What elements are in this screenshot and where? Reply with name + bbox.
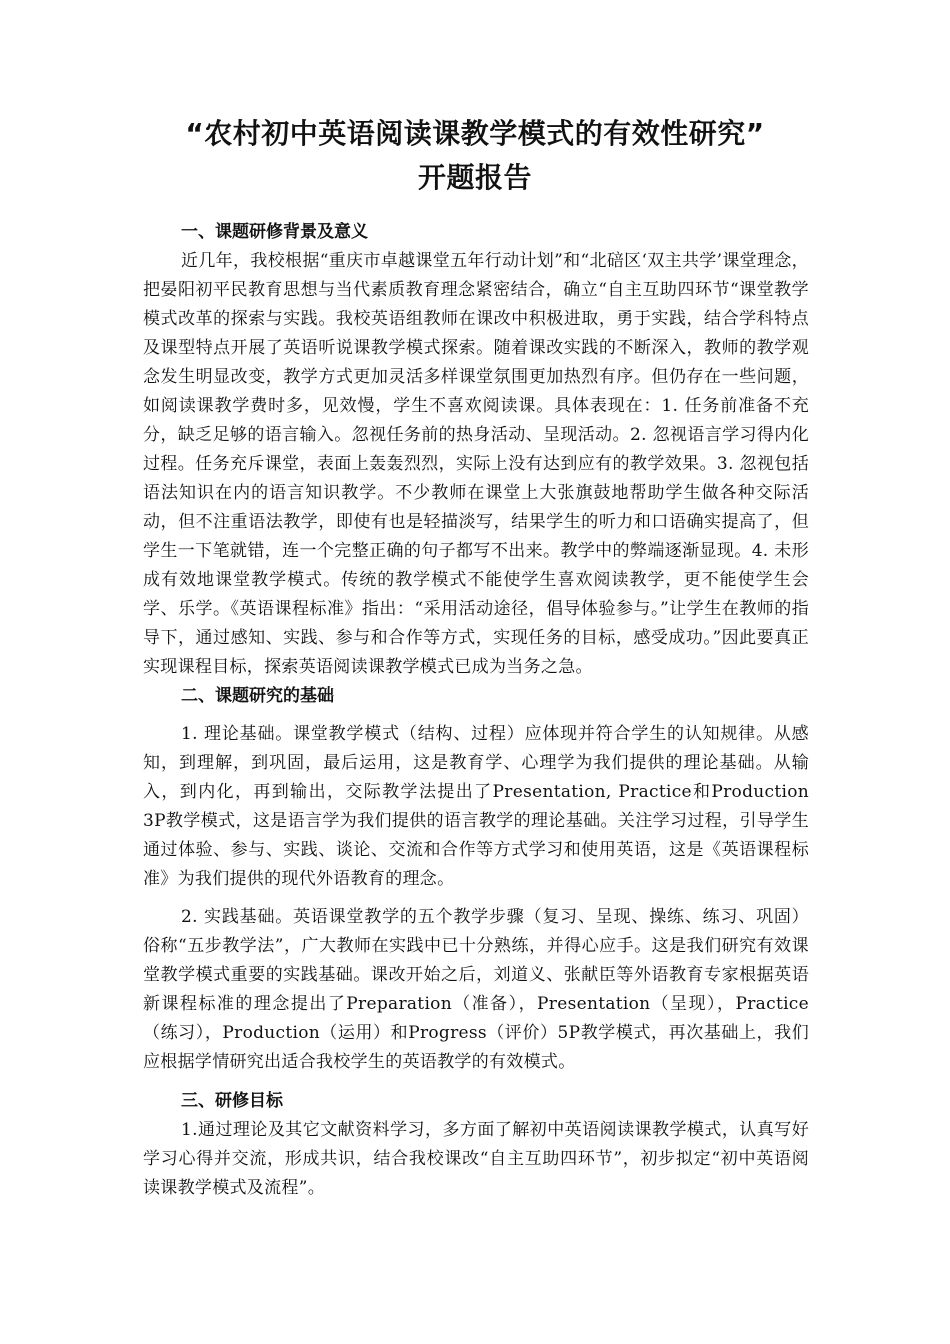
spacer (143, 894, 809, 903)
paragraph-practice-basis: 2. 实践基础。英语课堂教学的五个教学步骤（复习、呈现、操练、练习、巩固）俗称“五步教学法”，广大教师在实践中已十分熟练，并得心应手。这是我们研究有效课堂教学模式重要的实践基础。课改开始之后，刘道义、张献臣等外语教育专家根据英语新课程标准的理念提出了Preparation（准备），Presentation（呈现），Practice（练习），Production（运用）和Progress（评价）5P教学模式，再次基础上，我们应根据学情研究出适合我校学生的英语教学的有效模式。 (143, 907, 809, 1072)
spacer (143, 711, 809, 720)
document-title (0, 112, 950, 200)
spacer (143, 1077, 809, 1087)
title-line-1: “农村初中英语阅读课教学模式的有效性研究” (185, 117, 765, 150)
document-body (143, 218, 809, 1203)
section-heading-goals: 三、研修目标 (181, 1091, 283, 1111)
paragraph-background: 近几年，我校根据“重庆市卓越课堂五年行动计划”和“北碚区‘双主共学’课堂理念，把晏阳初平民教育思想与当代素质教育理念紧密结合，确立“自主互助四环节“课堂教学模式改革的探索与实践。我校英语组教师在课改中积极进取，勇于实践，结合学科特点及课型特点开展了英语听说课教学模式探索。随着课改实践的不断深入，教师的教学观念发生明显改变，教学方式更加灵活多样课堂氛围更加热烈有序。但仍存在一些问题，如阅读课教学费时多，见效慢，学生不喜欢阅读课。具体表现在：1. 任务前准备不充分，缺乏足够的语言输入。忽视任务前的热身活动、呈现活动。2. 忽视语言学习得内化过程。任务充斥课堂，表面上轰轰烈烈，实际上没有达到应有的教学效果。3. 忽视包括语法知识在内的语言知识教学。不少教师在课堂上大张旗鼓地帮助学生做各种交际活动，但不注重语法教学，即使有也是轻描淡写，结果学生的听力和口语确实提高了，但学生一下笔就错，连一个完整正确的句子都写不出来。教学中的弊端逐渐显现。4. 未形成有效地课堂教学模式。传统的教学模式不能使学生喜欢阅读教学，更不能使学生会学、乐学。《英语课程标准》指出：“采用活动途径，倡导体验参与。”让学生在教师的指导下，通过感知、实践、参与和合作等方式，实现任务的目标，感受成功。”因此要真正实现课程目标，探索英语阅读课教学模式已成为当务之急。 (143, 251, 809, 677)
paragraph-goal-1: 1.通过理论及其它文献资料学习，多方面了解初中英语阅读课教学模式，认真写好学习心得并交流，形成共识，结合我校课改“自主互助四环节”，初步拟定“初中英语阅读课教学模式及流程”。 (143, 1120, 809, 1198)
paragraph-theory-basis: 1. 理论基础。课堂教学模式（结构、过程）应体现并符合学生的认知规律。从感知，到理解，到巩固，最后运用，这是教育学、心理学为我们提供的理论基础。从输入，到内化，再到输出，交际教学法提出了Presentation, Practice和Production 3P教学模式，这是语言学为我们提供的语言教学的理论基础。关注学习过程，引导学生通过体验、参与、实践、谈论、交流和合作等方式学习和使用英语，这是《英语课程标准》为我们提供的现代外语教育的理念。 (143, 724, 809, 889)
title-line-2: 开题报告 (417, 161, 532, 194)
section-heading-foundation: 二、课题研究的基础 (181, 686, 334, 706)
section-heading-background: 一、课题研修背景及意义 (181, 222, 368, 242)
